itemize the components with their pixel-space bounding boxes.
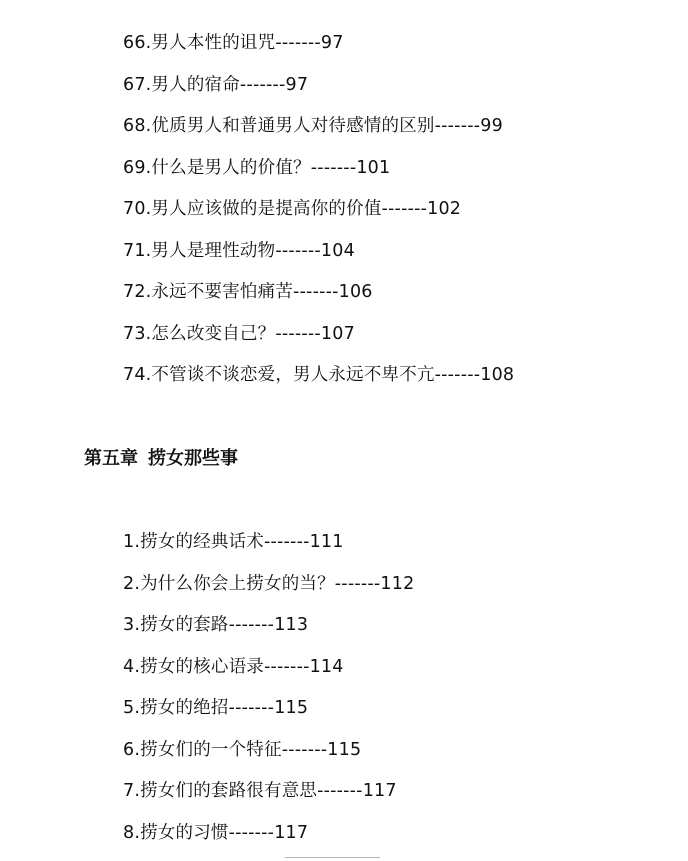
toc-entry-69: 69.什么是男人的价值？-------101 (123, 157, 391, 178)
toc-entry-68: 68.优质男人和普通男人对待感情的区别-------99 (123, 116, 503, 136)
toc-entry-73: 73.怎么改变自己？-------107 (123, 323, 355, 344)
toc-entry-ch5-8: 8.捞女的习惯-------117 (123, 822, 309, 843)
toc-entry-70: 70.男人应该做的是提高你的价值-------102 (123, 199, 462, 219)
toc-entry-ch5-1: 1.捞女的经典话术-------111 (123, 532, 344, 552)
toc-entry-71: 71.男人是理性动物-------104 (123, 240, 355, 261)
chapter-heading (84, 446, 238, 472)
toc-entry-ch5-3: 3.捞女的套路-------113 (123, 615, 309, 635)
toc-entry-ch5-5: 5.捞女的绝招-------115 (123, 698, 309, 718)
page-divider (285, 857, 380, 858)
toc-entry-ch5-2: 2.为什么你会上捞女的当？-------112 (123, 573, 415, 594)
toc-entry-ch5-7: 7.捞女们的套路很有意思-------117 (123, 781, 397, 801)
toc-list-chapter-5 (123, 529, 414, 861)
toc-list-previous-chapter (123, 30, 514, 404)
chapter-number: 第五章 (84, 448, 138, 469)
chapter-title: 捞女那些事 (148, 448, 238, 469)
toc-entry-ch5-4: 4.捞女的核心语录-------114 (123, 656, 344, 677)
toc-entry-72: 72.永远不要害怕痛苦-------106 (123, 282, 373, 302)
toc-entry-74: 74.不管谈不谈恋爱，男人永远不卑不亢-------108 (123, 365, 515, 385)
toc-entry-ch5-6: 6.捞女们的一个特征-------115 (123, 739, 362, 760)
toc-entry-67: 67.男人的宿命-------97 (123, 74, 309, 95)
toc-entry-66: 66.男人本性的诅咒-------97 (123, 33, 344, 53)
